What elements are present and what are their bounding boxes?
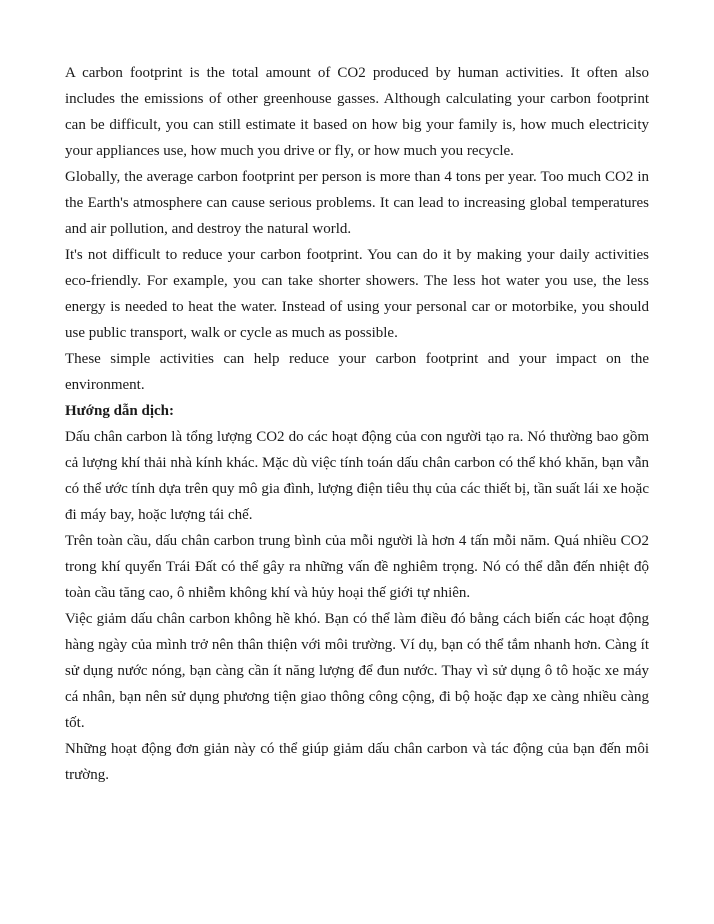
vietnamese-paragraph-2: Trên toàn cầu, dấu chân carbon trung bình của mỗi người là hơn 4 tấn mỗi năm. Quá nhiều CO2 trong khí quyển Trái Đất có thể gây ra những vấn đề nghiêm trọng. Nó có thể dẫn đến nhiệt độ toàn cầu tăng cao, ô nhiễm không khí và hủy hoại thế giới tự nhiên. [65, 533, 649, 601]
vietnamese-paragraph-3: Việc giảm dấu chân carbon không hề khó. Bạn có thể làm điều đó bằng cách biến các hoạt động hàng ngày của mình trở nên thân thiện với môi trường. Ví dụ, bạn có thể tắm nhanh hơn. Càng ít sử dụng nước nóng, bạn càng cần ít năng lượng để đun nước. Thay vì sử dụng ô tô hoặc xe máy cá nhân, bạn nên sử dụng phương tiện giao thông công cộng, đi bộ hoặc đạp xe càng nhiều càng tốt. [65, 611, 649, 731]
english-paragraph-2: Globally, the average carbon footprint per person is more than 4 tons per year. Too much CO2 in the Earth's atmosphere can cause serious problems. It can lead to increasing global temperatures and air pollution, and destroy the natural world. [65, 169, 649, 237]
english-paragraph-1: A carbon footprint is the total amount of CO2 produced by human activities. It often also includes the emissions of other greenhouse gasses. Although calculating your carbon footprint can be difficult, you can still estimate it based on how big your family is, how much electricity your appliances use, how much you drive or fly, or how much you recycle. [65, 65, 649, 159]
english-paragraph-3: It's not difficult to reduce your carbon footprint. You can do it by making your daily activities eco-friendly. For example, you can take shorter showers. The less hot water you use, the less energy is needed to heat the water. Instead of using your personal car or motorbike, you should use public transport, walk or cycle as much as possible. [65, 247, 649, 341]
vietnamese-paragraph-4: Những hoạt động đơn giản này có thể giúp giảm dấu chân carbon và tác động của bạn đến môi trường. [65, 741, 649, 783]
translation-heading: Hướng dẫn dịch: [65, 403, 175, 419]
vietnamese-paragraph-1: Dấu chân carbon là tổng lượng CO2 do các hoạt động của con người tạo ra. Nó thường bao gồm cả lượng khí thải nhà kính khác. Mặc dù việc tính toán dấu chân carbon có thể khó khăn, bạn vẫn có thể ước tính dựa trên quy mô gia đình, lượng điện tiêu thụ của các thiết bị, tần suất lái xe hoặc đi máy bay, hoặc lượng tái chế. [65, 429, 649, 523]
english-paragraph-4: These simple activities can help reduce your carbon footprint and your impact on the environment. [65, 351, 649, 393]
